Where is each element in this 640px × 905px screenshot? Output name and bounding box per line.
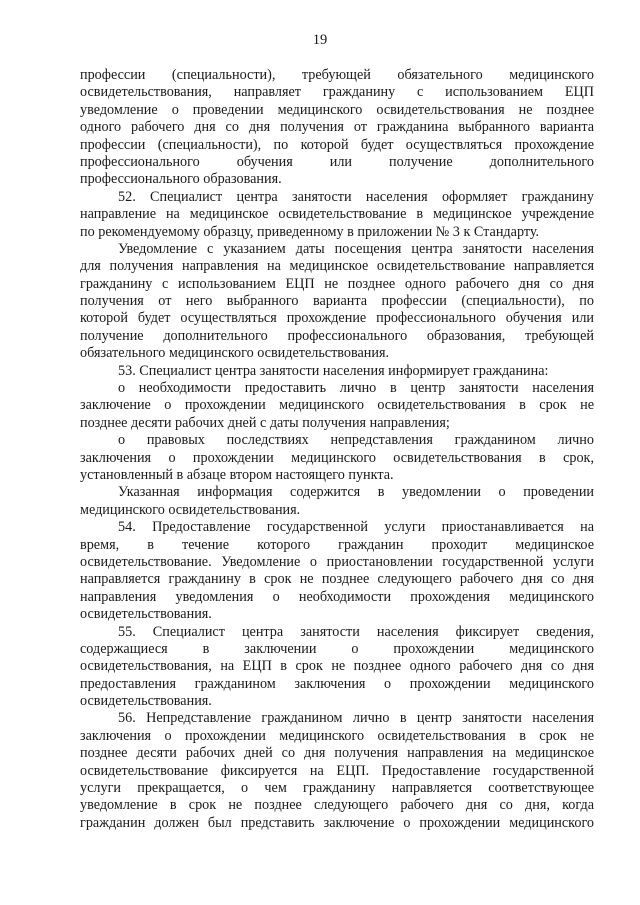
text-line: услуги прекращается, о чем гражданину направляется соответствующее [80, 780, 594, 797]
text-line: заключения о прохождении медицинского освидетельствования в срок, [80, 449, 594, 466]
text-line: направляется гражданину в срок не позднее следующего рабочего дня со дня [80, 571, 594, 588]
text-line: уведомление о проведении медицинского освидетельствования не позднее [80, 101, 594, 118]
text-line: освидетельствования. [80, 693, 212, 710]
text-line: гражданину с использованием ЕЦП не позднее одного рабочего дня со дня [80, 275, 594, 292]
text-line: по рекомендуемому образцу, приведенному в приложении № 3 к Стандарту. [80, 223, 540, 240]
text-line: обязательного медицинского освидетельствования. [80, 345, 390, 362]
text-line: профессии (специальности), требующей обязательного медицинского [80, 67, 594, 83]
text-line: которой будет осуществляться прохождение профессионального обучения или [80, 310, 594, 327]
text-line: о необходимости предоставить лично в центр занятости населения [118, 380, 594, 397]
text-line: 54. Предоставление государственной услуги приостанавливается на [118, 519, 594, 536]
text-line: одного рабочего дня со дня получения от гражданина выбранного варианта [80, 119, 594, 136]
text-line: предоставления гражданином заключения о прохождении медицинского [80, 675, 594, 692]
text-line: Уведомление с указанием даты посещения центра занятости населения [118, 240, 594, 257]
text-line: для получения направления на медицинское освидетельствование направляется [80, 258, 594, 275]
text-line: позднее десяти рабочих дней с даты получения направления; [80, 414, 450, 431]
text-line: 53. Специалист центра занятости населения информирует гражданина: [118, 362, 549, 379]
text-line: освидетельствования. [80, 606, 212, 623]
text-line: направления уведомления о необходимости прохождения медицинского [80, 588, 594, 605]
text-line: позднее десяти рабочих дней со дня получения направления на медицинское [80, 745, 594, 762]
text-line: освидетельствования, направляет гражданину с использованием ЕЦП [80, 84, 594, 101]
text-line: 55. Специалист центра занятости населения фиксирует сведения, [118, 623, 594, 640]
text-line: о правовых последствиях непредставления гражданином лично [118, 432, 594, 449]
text-line: 56. Непредставление гражданином лично в центр занятости населения [118, 710, 594, 727]
text-line: профессионального обучения или получение дополнительного [80, 153, 594, 170]
text-line: профессии (специальности), по которой будет осуществляться прохождение [80, 136, 594, 153]
text-line: профессионального образования. [80, 171, 282, 188]
text-line: получение дополнительного профессионального образования, требующей [80, 327, 594, 344]
text-line: освидетельствование фиксируется на ЕЦП. Предоставление государственной [80, 762, 594, 779]
text-line: медицинского освидетельствования. [80, 501, 301, 518]
text-line: заключение о прохождении медицинского освидетельствования в срок не [80, 397, 594, 414]
document-body [80, 67, 594, 832]
text-line: направление на медицинское освидетельствование в медицинское учреждение [80, 206, 594, 223]
text-line: освидетельствования, на ЕЦП в срок не позднее одного рабочего дня со дня [80, 658, 594, 675]
text-line: 52. Специалист центра занятости населения оформляет гражданину [118, 188, 594, 205]
text-line: Указанная информация содержится в уведомлении о проведении [118, 484, 594, 501]
text-line: установленный в абзаце втором настоящего пункта. [80, 466, 394, 483]
text-line: заключения о прохождении медицинского освидетельствования в срок не [80, 727, 594, 744]
text-line: время, в течение которого гражданин проходит медицинское [80, 536, 594, 553]
page-number: 19 [312, 32, 328, 48]
text-line: содержащиеся в заключении о прохождении медицинского [80, 640, 594, 657]
text-line: освидетельствование. Уведомление о приостановлении государственной услуги [80, 553, 594, 570]
text-line: уведомление в срок не позднее следующего рабочего дня со дня, когда [80, 797, 594, 814]
text-line: получения от него выбранного варианта профессии (специальности), по [80, 293, 594, 310]
text-line: гражданин должен был представить заключение о прохождении медицинского [80, 814, 594, 831]
